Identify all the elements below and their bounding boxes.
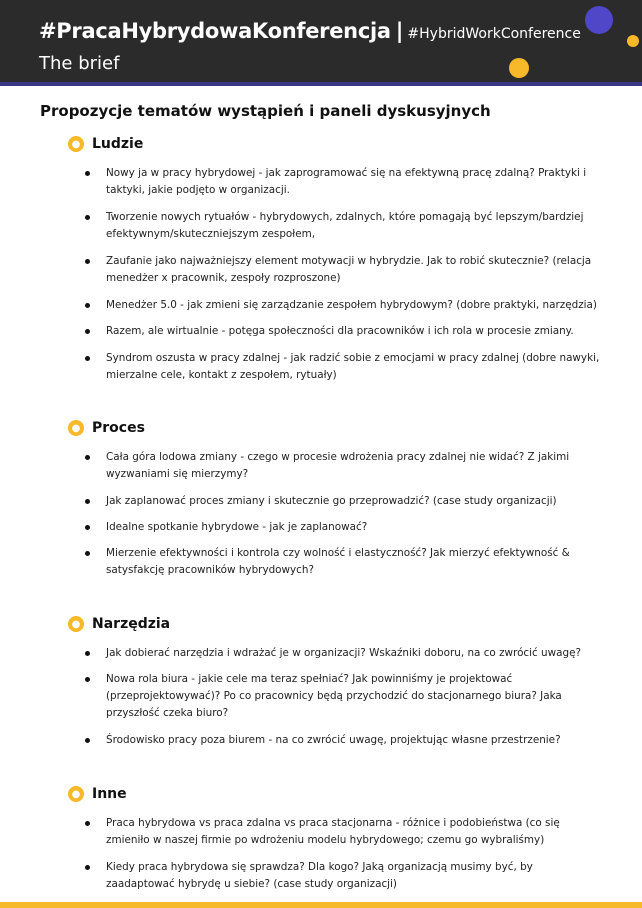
topic-list — [68, 645, 628, 749]
section-header — [68, 418, 628, 438]
list-item: Razem, ale wirtualnie - potęga społeczności dla pracowników i ich rola w procesie zmiany. — [68, 323, 604, 340]
list-item: Nowa rola biura - jakie cele ma teraz spełniać? Jak powinniśmy je projektować (przeprojektowywać)? Po co pracownicy będą przychodzić do stacjonarnego biura? Jaka przyszłość czeka biuro? — [68, 671, 604, 722]
section-narzedzia — [68, 614, 628, 749]
decor-yellow-circle-icon — [509, 58, 529, 78]
list-item: Jak dobierać narzędzia i wdrażać je w organizacji? Wskaźniki doboru, na co zwrócić uwagę? — [68, 645, 604, 662]
section-title: Inne — [92, 786, 127, 802]
decor-purple-circle-icon — [585, 6, 613, 34]
header-subtitle: The brief — [39, 53, 120, 74]
list-item: Kiedy praca hybrydowa się sprawdza? Dla kogo? Jaką organizacją musimy być, by zaadaptować hybrydę u siebie? (case study organizacji) — [68, 859, 604, 893]
section-header — [68, 614, 628, 634]
list-item: Mierzenie efektywności i kontrola czy wolność i elastyczność? Jak mierzyć efektywność & satysfakcję pracowników hybrydowych? — [68, 545, 604, 579]
list-item: Jak zaplanować proces zmiany i skutecznie go przeprowadzić? (case study organizacji) — [68, 493, 604, 510]
document-title: Propozycje tematów wystąpień i paneli dyskusyjnych — [40, 102, 491, 120]
list-item: Idealne spotkanie hybrydowe - jak je zaplanować? — [68, 519, 604, 536]
lightbulb-icon: ● — [68, 136, 84, 152]
section-inne — [68, 784, 628, 893]
topic-list — [68, 815, 628, 893]
list-item: Tworzenie nowych rytuałów - hybrydowych, zdalnych, które pomagają być lepszym/bardziej efektywnym/skuteczniejszym zespołem, — [68, 209, 604, 243]
section-header — [68, 134, 628, 154]
section-header — [68, 784, 628, 804]
lightbulb-icon: ● — [68, 616, 84, 632]
section-ludzie — [68, 134, 628, 384]
header-bar — [0, 0, 642, 82]
list-item: Zaufanie jako najważniejszy element motywacji w hybrydzie. Jak to robić skutecznie? (relacja menedżer x pracownik, zespoły rozproszone) — [68, 253, 604, 287]
list-item: Praca hybrydowa vs praca zdalna vs praca stacjonarna - różnice i podobieństwa (co się zmieniło w naszej firmie po wdrożeniu modelu hybrydowego; czemu go wybraliśmy) — [68, 815, 604, 849]
list-item: Menedżer 5.0 - jak zmieni się zarządzanie zespołem hybrydowym? (dobre praktyki, narzędzia) — [68, 297, 604, 314]
lightbulb-icon: ● — [68, 786, 84, 802]
footer-accent-line — [0, 902, 642, 908]
header-underline — [0, 82, 642, 86]
topic-list — [68, 165, 628, 384]
lightbulb-icon: ● — [68, 420, 84, 436]
list-item: Syndrom oszusta w pracy zdalnej - jak radzić sobie z emocjami w pracy zdalnej (dobre nawyki, mierzalne cele, kontakt z zespołem, rytuały) — [68, 350, 604, 384]
title-separator: | — [395, 19, 404, 43]
list-item: Nowy ja w pracy hybrydowej - jak zaprogramować się na efektywną pracę zdalną? Praktyki i taktyki, jakie podjęto w organizacji. — [68, 165, 604, 199]
section-title: Ludzie — [92, 136, 144, 152]
section-proces — [68, 418, 628, 579]
section-title: Narzędzia — [92, 616, 171, 632]
conference-hashtag: #HybridWorkConference — [407, 26, 581, 42]
conference-title: #PracaHybrydowaKonferencja — [39, 19, 391, 43]
section-title: Proces — [92, 420, 145, 436]
list-item: Cała góra lodowa zmiany - czego w procesie wdrożenia pracy zdalnej nie widać? Z jakimi wyzwaniami się mierzymy? — [68, 449, 604, 483]
topic-list — [68, 449, 628, 579]
decor-small-yellow-circle-icon — [627, 35, 639, 47]
list-item: Środowisko pracy poza biurem - na co zwrócić uwagę, projektując własne przestrzenie? — [68, 732, 604, 749]
header-title-row — [39, 19, 581, 43]
